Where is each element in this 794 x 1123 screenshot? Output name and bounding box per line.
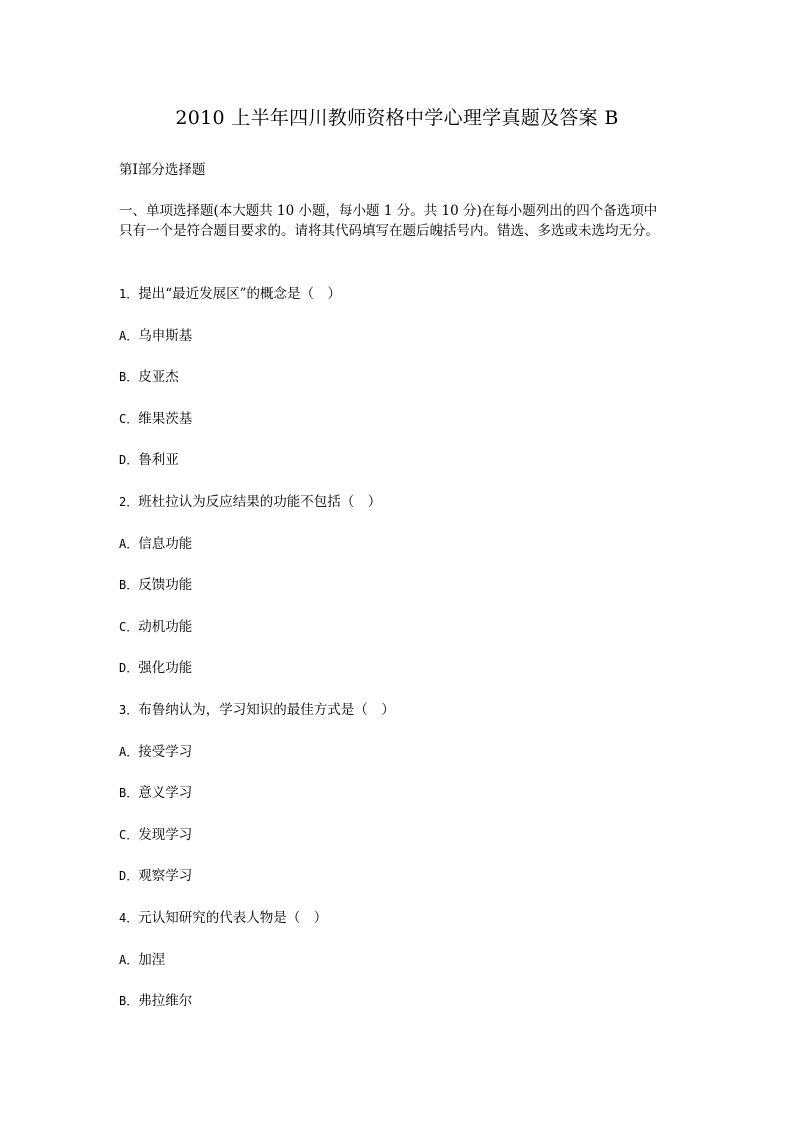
option-text: 发现学习 bbox=[138, 826, 193, 843]
option-text: 乌申斯基 bbox=[138, 327, 193, 344]
option-letter: B． bbox=[119, 994, 139, 1009]
answer-option bbox=[119, 575, 679, 617]
question-stem bbox=[119, 908, 679, 950]
option-text: 弗拉维尔 bbox=[138, 993, 193, 1010]
question-text: 班杜拉认为反应结果的功能不包括（ ） bbox=[138, 493, 382, 510]
option-text: 维果茨基 bbox=[138, 410, 193, 427]
option-text: 接受学习 bbox=[138, 743, 193, 760]
option-text: 强化功能 bbox=[138, 660, 193, 677]
option-text: 反馈功能 bbox=[138, 577, 193, 594]
question-text: 提出“最近发展区”的概念是（ ） bbox=[138, 286, 342, 302]
question-text: 元认知研究的代表人物是（ ） bbox=[138, 909, 328, 926]
option-text: 动机功能 bbox=[138, 618, 193, 635]
option-letter: B． bbox=[119, 578, 139, 593]
option-text: 皮亚杰 bbox=[138, 369, 179, 386]
option-text: 意义学习 bbox=[138, 785, 193, 802]
answer-option bbox=[119, 658, 679, 700]
question-number: 1． bbox=[119, 287, 139, 301]
answer-option bbox=[119, 866, 679, 908]
answer-option bbox=[119, 367, 679, 409]
answer-option bbox=[119, 450, 679, 492]
option-text: 信息功能 bbox=[138, 535, 193, 552]
option-letter: A． bbox=[119, 744, 139, 759]
option-text: 观察学习 bbox=[138, 868, 193, 885]
question-number: 4． bbox=[119, 910, 139, 925]
question-number: 2． bbox=[119, 494, 139, 509]
answer-option bbox=[119, 617, 679, 659]
document-title: 2010 上半年四川教师资格中学心理学真题及答案 B bbox=[175, 107, 619, 129]
option-letter: B． bbox=[119, 370, 139, 385]
answer-option bbox=[119, 991, 679, 1033]
option-letter: A． bbox=[119, 536, 139, 551]
option-letter: A． bbox=[119, 328, 139, 343]
answer-option bbox=[119, 825, 679, 867]
option-text: 加涅 bbox=[138, 951, 166, 968]
question-stem bbox=[119, 492, 679, 534]
option-text: 鲁利亚 bbox=[138, 452, 179, 469]
section-heading: 第Ⅰ部分选择题 bbox=[119, 162, 206, 178]
answer-option bbox=[119, 742, 679, 784]
answer-option bbox=[119, 534, 679, 576]
option-letter: C． bbox=[119, 411, 139, 426]
answer-option bbox=[119, 409, 679, 451]
question-stem bbox=[119, 700, 679, 742]
question-text: 布鲁纳认为，学习知识的最佳方式是（ ） bbox=[138, 701, 395, 718]
option-letter: C． bbox=[119, 619, 139, 634]
question-list bbox=[119, 284, 679, 1033]
answer-option bbox=[119, 950, 679, 992]
answer-option bbox=[119, 783, 679, 825]
question-number: 3． bbox=[119, 702, 139, 717]
option-letter: D． bbox=[119, 453, 139, 468]
option-letter: B． bbox=[119, 786, 139, 801]
option-letter: A． bbox=[119, 952, 139, 967]
question-stem bbox=[119, 284, 679, 326]
instructions-line: 一、单项选择题(本大题共 10 小题，每小题 1 分。共 10 分)在每小题列出的四个备选项中 bbox=[119, 203, 658, 219]
option-letter: D． bbox=[119, 661, 139, 676]
instructions-paragraph bbox=[119, 201, 689, 241]
option-letter: D． bbox=[119, 869, 139, 884]
answer-option bbox=[119, 326, 679, 368]
instructions-line: 只有一个是符合题目要求的。请将其代码填写在题后魄括号内。错选、多选或未选均无分。 bbox=[119, 223, 659, 239]
option-letter: C． bbox=[119, 827, 139, 842]
